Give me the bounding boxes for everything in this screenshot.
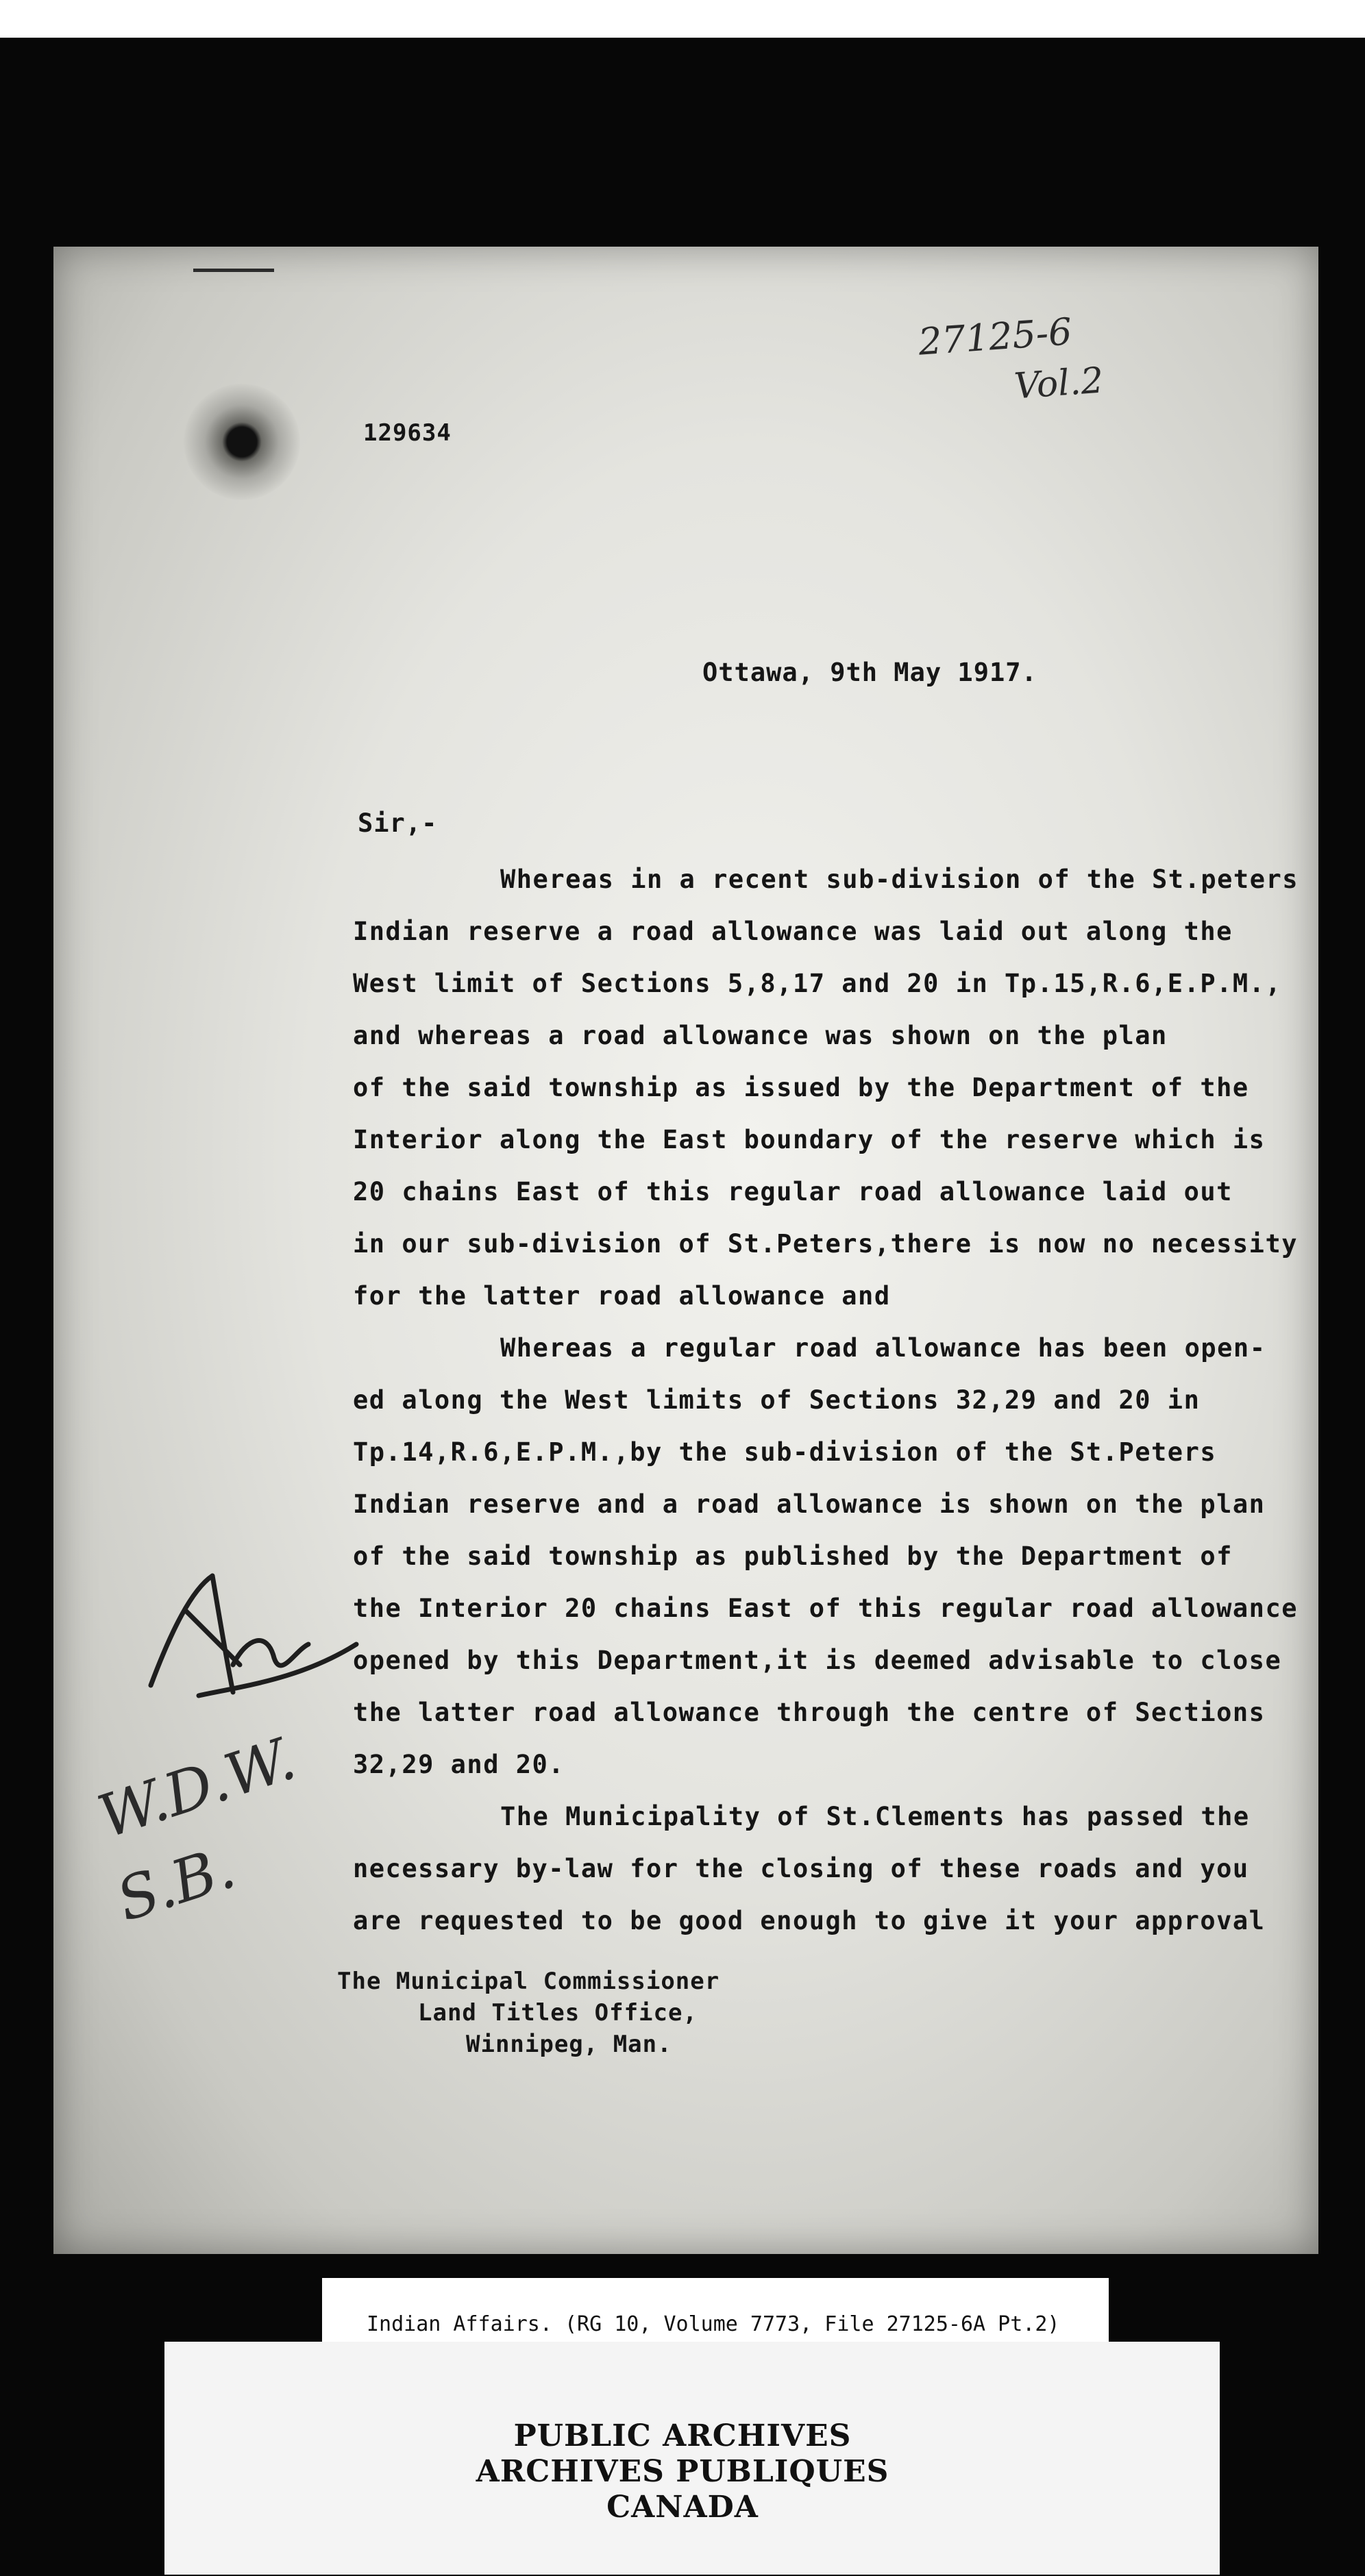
body-line: ed along the West limits of Sections 32,29 and 20 in [353, 1385, 1201, 1415]
archive-reference-text: Indian Affairs. (RG 10, Volume 7773, File 27125-6A Pt.2) [367, 2312, 1060, 2336]
body-line: Indian reserve a road allowance was laid out along the [353, 917, 1233, 946]
body-line: for the latter road allowance and [353, 1281, 891, 1311]
body-line: 20 chains East of this regular road allowance laid out [353, 1177, 1233, 1206]
body-line: the Interior 20 chains East of this regular road allowance [353, 1594, 1299, 1623]
date-line: Ottawa, 9th May 1917. [702, 658, 1037, 687]
body-line: of the said township as published by the Department of [353, 1541, 1233, 1571]
initials-handwritten: W.D.W. [90, 1724, 304, 1853]
addressee-line: Land Titles Office, [418, 1999, 698, 2027]
body-line: Tp.14,R.6,E.P.M.,by the sub-division of the St.Peters [353, 1437, 1217, 1467]
body-line: Whereas a regular road allowance has been open- [500, 1333, 1266, 1363]
body-line: the latter road allowance through the centre of Sections [353, 1698, 1266, 1727]
initials-handwritten: S.B. [108, 1833, 243, 1935]
body-line: Interior along the East boundary of the reserve which is [353, 1125, 1266, 1154]
signature-scribble [110, 1548, 370, 1726]
film-top-margin [0, 0, 1365, 38]
body-line: in our sub-division of St.Peters,there is now no necessity [353, 1229, 1299, 1259]
top-left-mark [193, 269, 274, 272]
body-line: West limit of Sections 5,8,17 and 20 in Tp.15,R.6,E.P.M., [353, 969, 1282, 998]
archives-stamp-line: ARCHIVES PUBLIQUES [476, 2454, 889, 2489]
addressee-line: The Municipal Commissioner [337, 1968, 720, 1995]
body-line: necessary by-law for the closing of these roads and you [353, 1854, 1249, 1883]
body-line: and whereas a road allowance was shown on the plan [353, 1021, 1168, 1050]
body-line: opened by this Department,it is deemed advisable to close [353, 1646, 1282, 1675]
addressee-line: Winnipeg, Man. [466, 2031, 672, 2058]
document-number: 129634 [363, 419, 452, 447]
body-line: 32,29 and 20. [353, 1750, 565, 1779]
body-line: Whereas in a recent sub-division of the St.peters [500, 865, 1299, 894]
body-line: are requested to be good enough to give it your approval [353, 1906, 1266, 1935]
salutation: Sir,- [358, 808, 438, 838]
body-line: The Municipality of St.Clements has passed the [500, 1802, 1250, 1831]
body-line: Indian reserve and a road allowance is shown on the plan [353, 1489, 1266, 1519]
archives-stamp-line: CANADA [606, 2490, 759, 2525]
archives-stamp-line: PUBLIC ARCHIVES [513, 2418, 852, 2453]
body-line: of the said township as issued by the Department of the [353, 1073, 1249, 1102]
file-number-handwritten: 27125-6 [917, 310, 1074, 364]
punch-hole-icon [184, 384, 300, 500]
volume-note-handwritten: Vol.2 [1013, 360, 1105, 408]
